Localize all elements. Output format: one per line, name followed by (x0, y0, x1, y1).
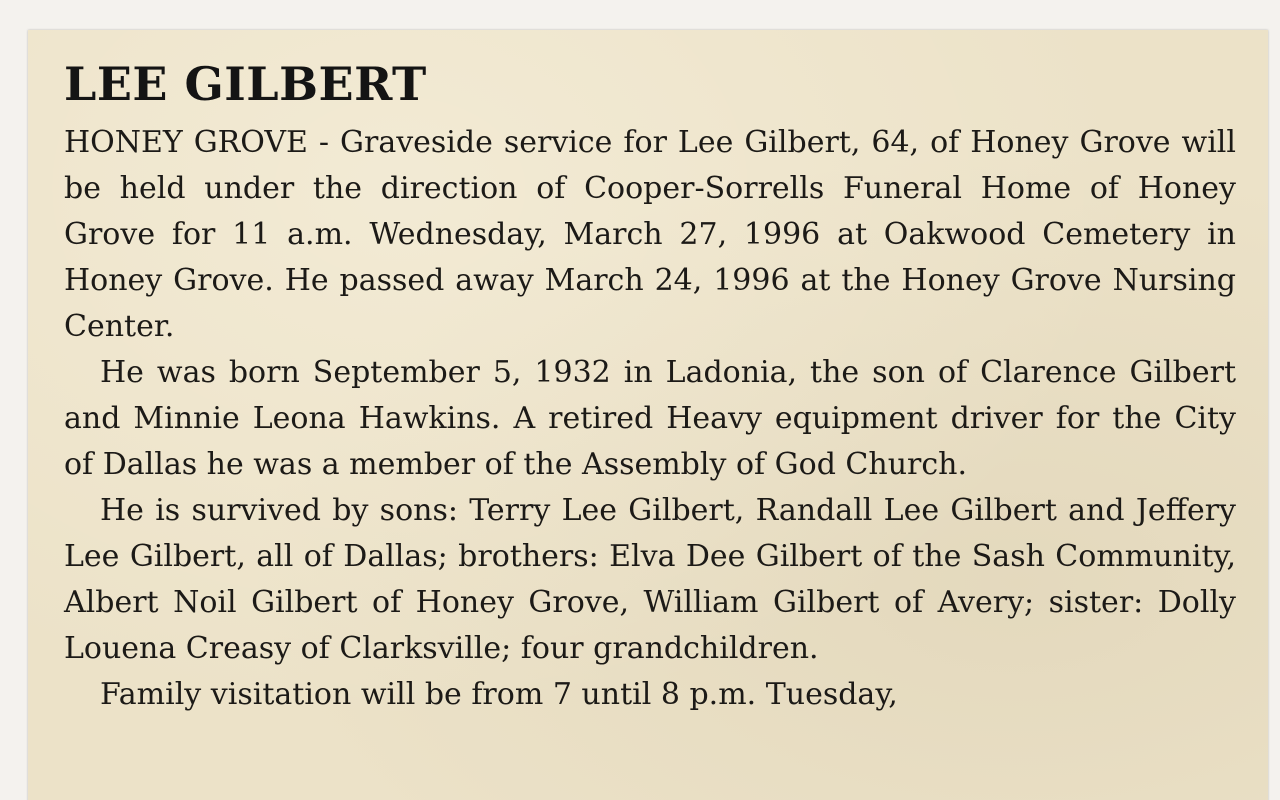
obituary-paragraph-service: HONEY GROVE - Graveside service for Lee Gilbert, 64, of Honey Grove will be held under the direction of Cooper-Sorrells Funeral Home of Honey Grove for 11 a.m. Wednesday, March 27, 1996 at Oakwood Cemetery in Honey Grove. He passed away March 24, 1996 at the Honey Grove Nursing Center. (64, 125, 1236, 344)
obituary-paragraph-survivors: He is survived by sons: Terry Lee Gilbert, Randall Lee Gilbert and Jeffery Lee Gilbert, all of Dallas; brothers: Elva Dee Gilbert of the Sash Community, Albert Noil Gilbert of Honey Grove, William Gilbert of Avery; sister: Dolly Louena Creasy of Clarksville; four grandchildren. (64, 493, 1236, 666)
obituary-body (64, 120, 1236, 718)
obituary-headline: LEE GILBERT (64, 57, 427, 111)
obituary-paragraph-visitation: Family visitation will be from 7 until 8 p.m. Tuesday, (100, 677, 898, 712)
obituary-paragraph-biography: He was born September 5, 1932 in Ladonia, the son of Clarence Gilbert and Minnie Leona Hawkins. A retired Heavy equipment driver for the City of Dallas he was a member of the Assembly of God Church. (64, 355, 1236, 482)
